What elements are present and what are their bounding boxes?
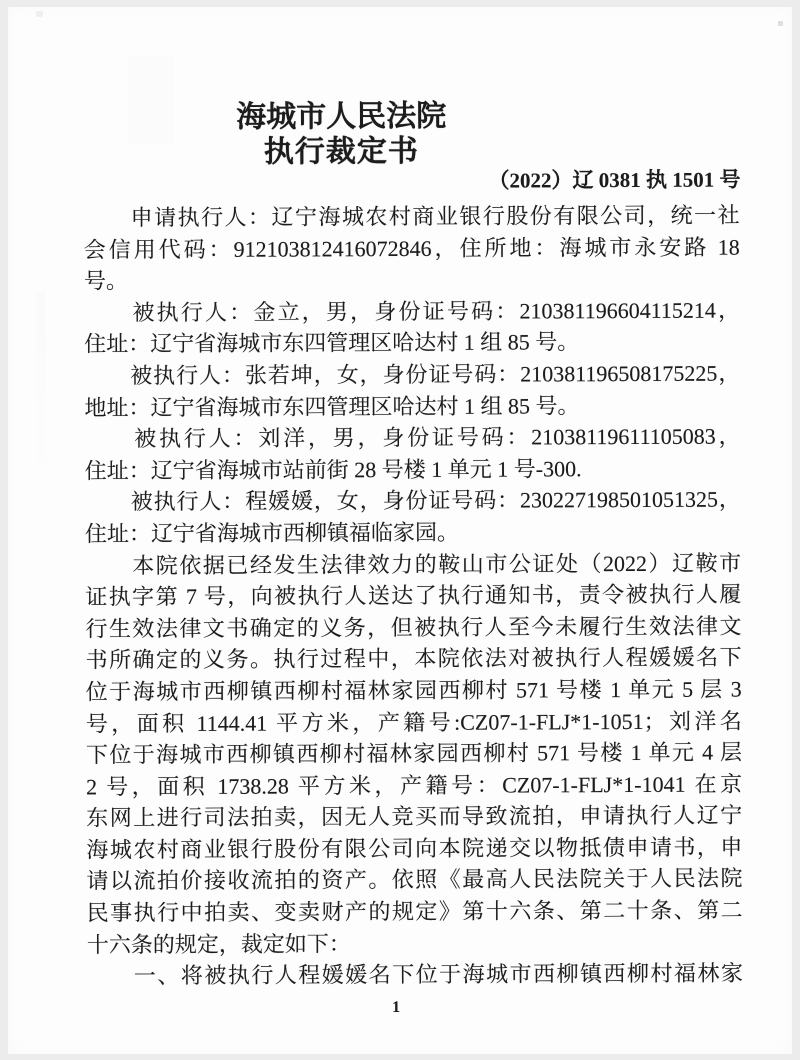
- document-type-heading: 执行裁定书: [263, 134, 419, 169]
- body-line: 下位于海城市西柳镇西柳村福林家园西柳村 571 号楼 1 单元 4 层: [85, 739, 743, 768]
- body-line: 被执行人：张若坤，女，身份证号码：210381196508175225，: [84, 360, 741, 389]
- body-line: 地址：辽宁省海城市东四管理区哈达村 1 组 85 号。: [84, 392, 580, 420]
- body-line: 本院依据已经发生法律效力的鞍山市公证处（2022）辽鞍市: [85, 550, 742, 578]
- case-number: （2022）辽 0381 执 1501 号: [488, 167, 741, 193]
- body-line: 住址：辽宁省海城市站前街 28 号楼 1 单元 1 号-300.: [84, 455, 582, 484]
- body-line: 号。: [83, 268, 128, 294]
- body-line: 十六条的规定，裁定如下：: [86, 930, 351, 958]
- document-content: [6, 5, 795, 1055]
- body-line: 申请执行人：辽宁海城农村商业银行股份有限公司，统一社: [83, 202, 740, 231]
- body-line: 民事执行中拍卖、变卖财产的规定》第十六条、第二十条、第二: [86, 897, 743, 926]
- body-line: 证执字第 7 号，向被执行人送达了执行通知书，责令被执行人履: [85, 581, 742, 610]
- body-line: 住址：辽宁省海城市西柳镇福临家园。: [84, 519, 460, 547]
- body-line: 东网上进行司法拍卖，因无人竞买而导致流拍，申请执行人辽宁: [86, 802, 743, 831]
- body-line: 2 号，面积 1738.28 平方米，产籍号：CZ07-1-FLJ*1-1041 在京: [86, 771, 743, 800]
- page-number: 1: [392, 999, 401, 1017]
- body-line: 位于海城市西柳镇西柳村福林家园西柳村 571 号楼 1 单元 5 层 3: [85, 676, 742, 705]
- body-line: 号，面积 1144.41 平方米，产籍号:CZ07-1-FLJ*1-1051；刘洋名: [85, 708, 742, 736]
- body-line: 会信用代码：912103812416072846，住所地：海城市永安路 18: [83, 234, 740, 262]
- body-line: 请以流拍价接收流拍的资产。依照《最高人民法院关于人民法院: [86, 865, 743, 894]
- body-line: 被执行人：刘洋，男，身份证号码：21038119611105083，: [84, 423, 741, 452]
- body-line: 海城农村商业银行股份有限公司向本院递交以物抵债申请书，申: [86, 834, 743, 863]
- body-line: 一、将被执行人程媛媛名下位于海城市西柳镇西柳村福林家: [86, 960, 743, 989]
- scanned-page: [8, 7, 792, 1054]
- body-line: 书所确定的义务。执行过程中，本院依法对被执行人程媛媛名下: [85, 644, 742, 673]
- document-body: [84, 200, 743, 993]
- body-line: 住址：辽宁省海城市东四管理区哈达村 1 组 85 号。: [84, 329, 580, 357]
- body-line: 行生效法律文书确定的义务，但被执行人至今未履行生效法律文: [85, 613, 742, 642]
- court-name-heading: 海城市人民法院: [236, 99, 447, 134]
- body-line: 被执行人：程媛媛，女，身份证号码：230227198501051325，: [84, 486, 741, 515]
- body-line: 被执行人：金立，男，身份证号码：210381196604115214，: [83, 297, 741, 326]
